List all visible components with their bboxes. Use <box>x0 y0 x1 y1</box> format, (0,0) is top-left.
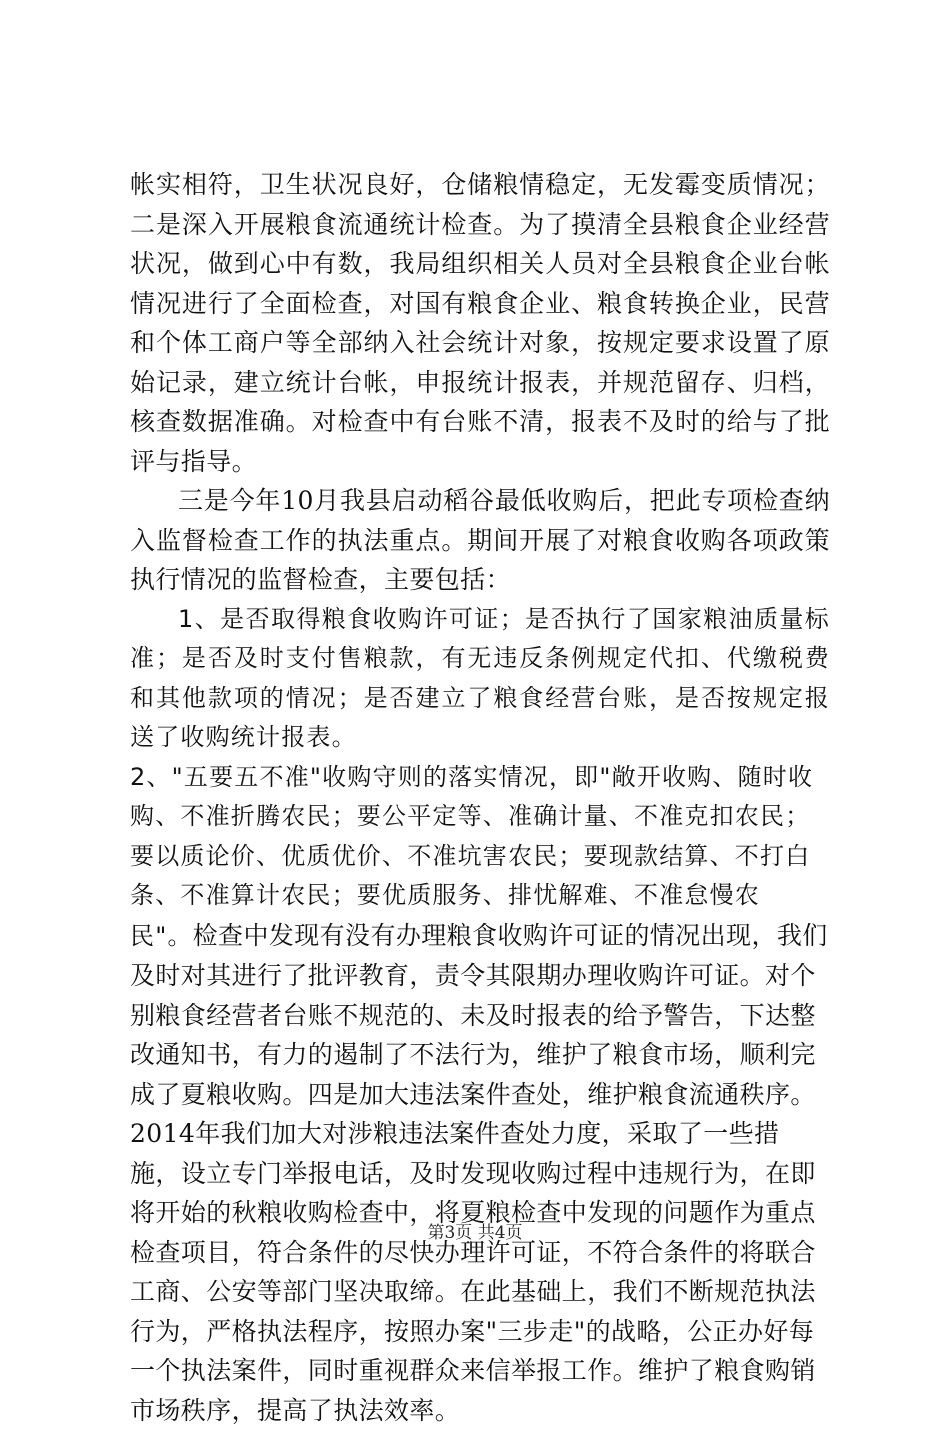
page-number-footer: 第3页 共4页 <box>427 1223 523 1243</box>
paragraph-purchase-inspection: 三是今年10月我县启动稻谷最低收购后，把此专项检查纳入监督检查工作的执法重点。期间开展了对粮食收购各项政策执行情况的监督检查，主要包括： <box>130 486 830 594</box>
paragraph-item-2: 2、"五要五不准"收购守则的落实情况，即"敞开收购、随时收购、不准折腾农民；要公平定等、准确计量、不准克扣农民；要以质论价、优质优价、不准坑害农民；要现款结算、不打白条、不准算计农民；要优质服务、排忧解难、不准怠慢农民"。 <box>130 762 814 950</box>
paragraph-inspection-results: 检查中发现有没有办理粮食收购许可证的情况出现，我们及时对其进行了批评教育，责令其限期办理收购许可证。对个别粮食经营者台账不规范的、未及时报表的给予警告，下达整改通知书，有力的遏制了不法行为，维护了粮食市场，顺利完成了夏粮收购。四是加大违法案件查处，维护粮食流通秩序。2014年我们加大对涉粮违法案件查处力度，采取了一些措施，设立专门举报电话，及时发现收购过程中违规行为，在即将开始的秋粮收购检查中，将夏粮检查中发现的问题作为重点检查项目，符合条件的尽快办理许可证，不符合条件的将联合工商、公安等部门坚决取缔。在此基础上，我们不断规范执法行为，严格执法程序，按照办案"三步走"的战略，公正办好每一个执法案件，同时重视群众来信举报工作。维护了粮食购销市场秩序，提高了执法效率。 <box>130 920 828 1425</box>
paragraph-item-1: 1、是否取得粮食收购许可证；是否执行了国家粮油质量标准；是否及时支付售粮款，有无违反条例规定代扣、代缴税费和其他款项的情况；是否建立了粮食经营台账，是否按规定报送了收购统计报表。 <box>130 604 830 751</box>
paragraph-statistics-check: 帐实相符，卫生状况良好，仓储粮情稳定，无发霉变质情况；二是深入开展粮食流通统计检查。为了摸清全县粮食企业经营状况，做到心中有数，我局组织相关人员对全县粮食企业台帐情况进行了全面检查，对国有粮食企业、粮食转换企业，民营和个体工商户等全部纳入社会统计对象，按规定要求设置了原始记录，建立统计台帐，申报统计报表，并规范留存、归档，核查数据准确。对检查中有台账不清，报表不及时的给与了批评与指导。 <box>130 170 830 476</box>
